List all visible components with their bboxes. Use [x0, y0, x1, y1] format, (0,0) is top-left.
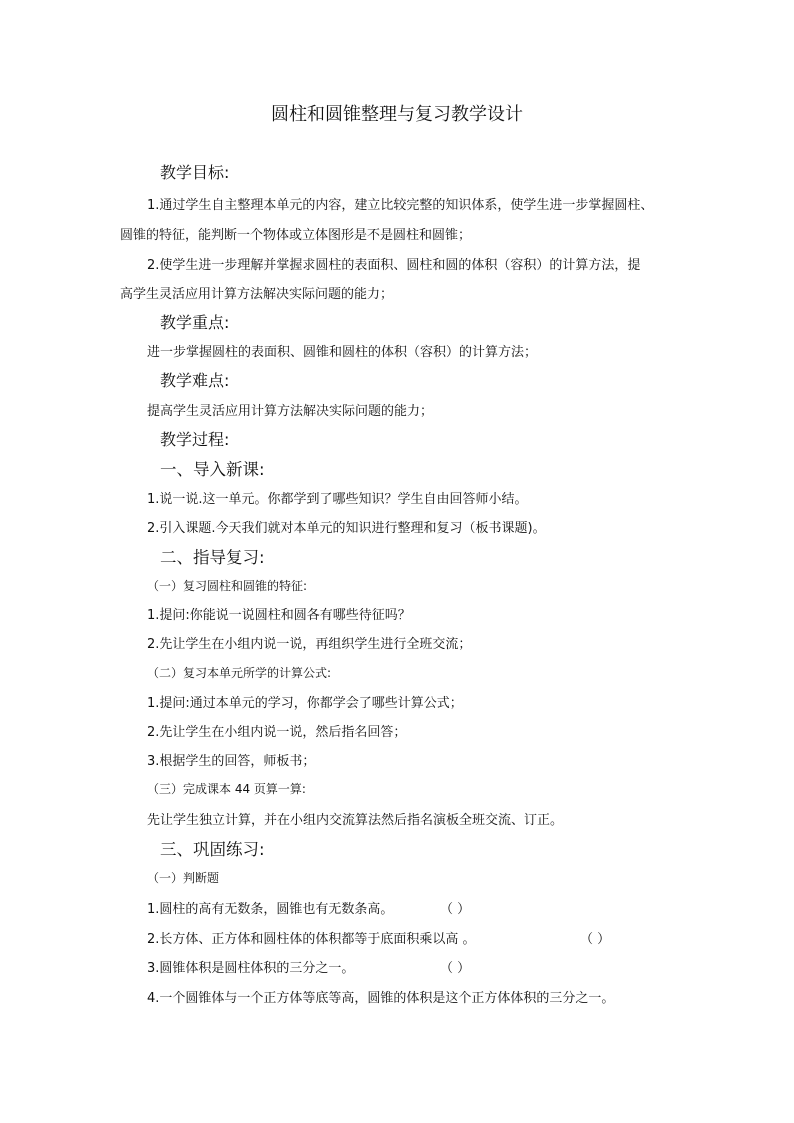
review-sub3-text: 先让学生独立计算，并在小组内交流算法然后指名演板全班交流、订正。	[147, 813, 564, 828]
difficulties-heading: 教学难点:	[160, 371, 230, 390]
review-sub1-item-1: 1.提问:你能说一说圆柱和圆各有哪些待征吗？	[147, 608, 411, 623]
review-sub2-item-1: 1.提问:通过本单元的学习，你都学会了哪些计算公式；	[147, 696, 463, 711]
practice-question-1: 1.圆柱的高有无数条，圆锥也有无数条高。	[147, 902, 394, 917]
intro-heading: 一、导入新课:	[160, 460, 265, 479]
key-points-text: 进一步掌握圆柱的表面积、圆锥和圆柱的体积（容积）的计算方法；	[147, 345, 538, 360]
practice-question-3: 3.圆锥体积是圆柱体积的三分之一。	[147, 961, 355, 976]
objective-2-line-2: 高学生灵活应用计算方法解决实际问题的能力；	[120, 287, 394, 302]
intro-item-1: 1.说一说.这一单元。你都学到了哪些知识？学生自由回答师小结。	[147, 492, 528, 507]
answer-blank-3: （ ）	[440, 961, 471, 976]
practice-heading: 三、巩固练习:	[160, 840, 265, 859]
document-title: 圆柱和圆锥整理与复习教学设计	[271, 104, 523, 125]
process-heading: 教学过程:	[160, 430, 230, 449]
review-subheading-2: （二）复习本单元所学的计算公式:	[147, 666, 332, 680]
key-points-heading: 教学重点:	[160, 313, 230, 332]
answer-blank-2: （ ）	[580, 932, 611, 947]
review-subheading-3: （三）完成课本 44 页算一算:	[147, 782, 306, 796]
review-sub1-item-2: 2.先让学生在小组内说一说，再组织学生进行全班交流；	[147, 637, 472, 652]
objective-1-line-1: 1.通过学生自主整理本单元的内容，建立比较完整的知识体系，使学生进一步掌握圆柱、	[147, 198, 654, 213]
answer-blank-1: （ ）	[440, 902, 471, 917]
practice-question-2: 2.长方体、正方体和圆柱体的体积都等于底面积乘以高 。	[147, 932, 476, 947]
review-sub2-item-2: 2.先让学生在小组内说一说，然后指名回答；	[147, 725, 407, 740]
review-subheading-1: （一）复习圆柱和圆锥的特征:	[147, 579, 308, 593]
objective-2-line-1: 2.使学生进一步理解并掌握求圆柱的表面积、圆柱和圆的体积（容积）的计算方法，提	[147, 258, 641, 273]
practice-subheading-1: （一）判断题	[147, 871, 220, 885]
review-heading: 二、指导复习:	[160, 548, 265, 567]
intro-item-2: 2.引入课题.今天我们就对本单元的知识进行整理和复习（板书课题)。	[147, 521, 546, 536]
review-sub2-item-3: 3.根据学生的回答，师板书；	[147, 754, 316, 769]
objective-1-line-2: 圆锥的特征，能判断一个物体或立体图形是不是圆柱和圆锥；	[120, 228, 472, 243]
difficulties-text: 提高学生灵活应用计算方法解决实际问题的能力；	[147, 404, 434, 419]
objectives-heading: 教学目标:	[160, 163, 230, 182]
practice-question-4: 4.一个圆锥体与一个正方体等底等高，圆锥的体积是这个正方体体积的三分之一。	[147, 991, 615, 1006]
